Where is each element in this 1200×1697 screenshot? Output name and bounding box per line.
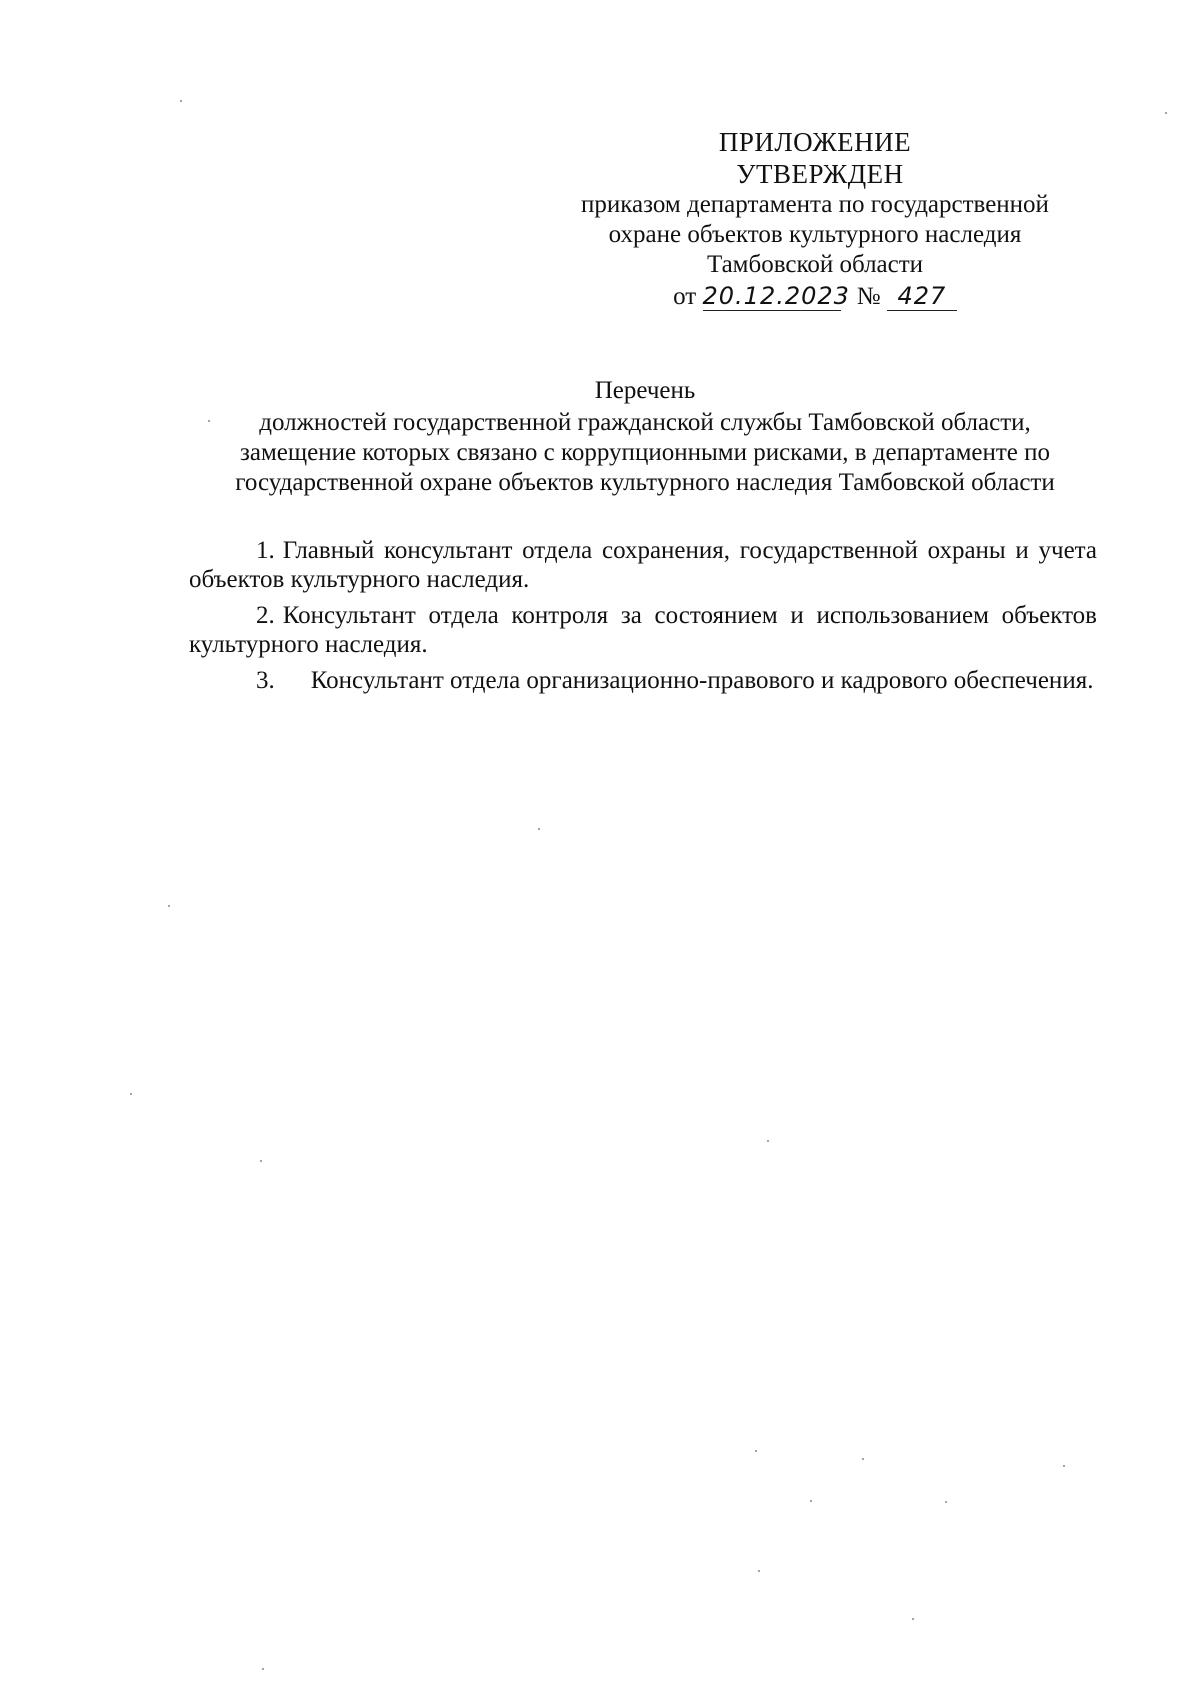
title-line-2: замещение которых связано с коррупционными рисками, в департаменте по [239,439,1051,466]
list-item [189,536,1097,594]
handwritten-number: 427 [887,282,957,311]
list-item-text: Консультант отдела организационно-правового и кадрового обеспечения. [310,667,1094,694]
list-item [189,601,1097,659]
order-date-number-line [540,282,1090,312]
scan-speck [912,1618,914,1620]
scan-speck [810,1500,812,1502]
approval-line-1: приказом департамента по государственной [581,191,1049,218]
date-prefix: от [673,283,697,310]
approval-line-2: охране объектов культурного наследия [608,221,1022,248]
scan-speck [862,1458,864,1460]
scan-speck [767,1140,769,1142]
document-title-block [190,376,1100,498]
scan-speck [130,1093,132,1095]
scan-speck [1063,1465,1065,1467]
annex-label: ПРИЛОЖЕНИЕ [718,127,912,157]
scan-speck [758,1570,760,1572]
title-line-1: должностей государственной гражданской службы Тамбовской области, [259,409,1031,436]
list-item-number: 1. [256,537,275,564]
approval-block [540,126,1090,312]
scan-speck [538,828,540,830]
list-item-text: Консультант отдела контроля за состоянием и использованием объектов культурного наследия. [189,602,1097,658]
scan-speck [1165,112,1167,114]
list-item-number: 3. [256,667,275,694]
handwritten-date: 20.12.2023 [702,282,850,310]
approval-line-3: Тамбовской области [706,251,924,278]
number-prefix: № [856,283,881,310]
scan-speck [755,1450,757,1452]
list-item-number: 2. [256,602,275,629]
scan-speck [260,1160,262,1162]
scan-speck [262,1668,264,1670]
approved-label: УТВЕРЖДЕН [736,159,904,189]
list-item-text: Главный консультант отдела сохранения, государственной охраны и учета объектов культурного наследия. [189,537,1097,593]
document-heading: Перечень [594,377,696,404]
scan-speck [180,100,182,102]
title-line-3: государственной охране объектов культурного наследия Тамбовской области [235,469,1055,496]
scan-speck [945,1501,947,1503]
scan-speck [208,420,210,422]
scan-speck [168,905,170,907]
positions-list [189,536,1097,702]
list-item [189,666,1097,695]
